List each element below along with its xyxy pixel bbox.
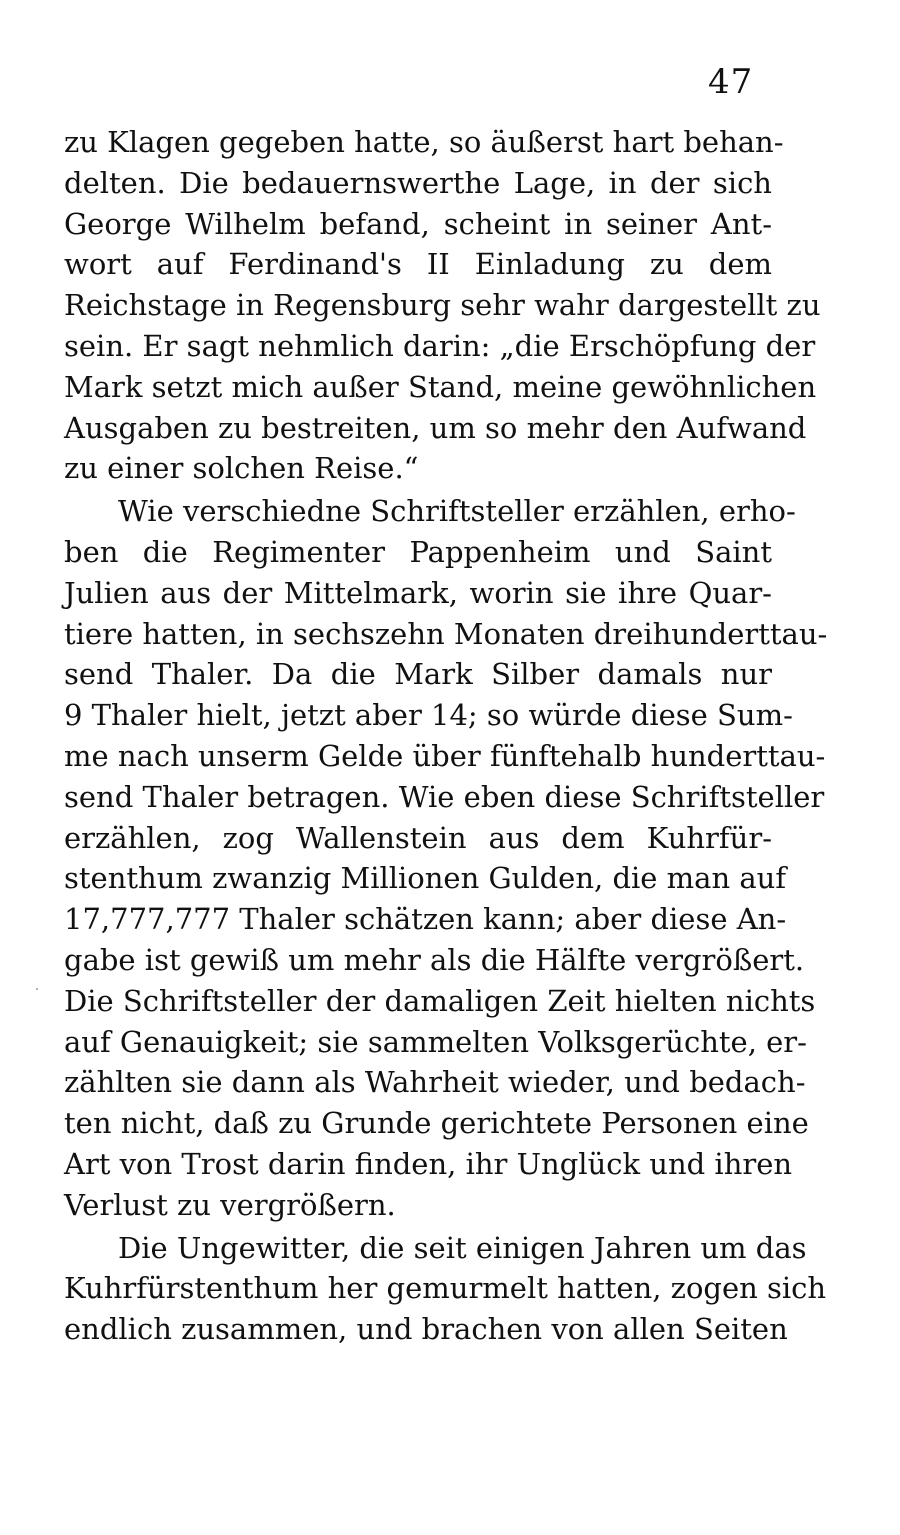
text-line: auf Genauigkeit; sie sammelten Volksgerüchte, er-	[64, 1024, 807, 1059]
text-line: erzählen, zog Wallenstein aus dem Kuhrfür-	[64, 820, 772, 855]
text-line: Julien aus der Mittelmark, worin sie ihre Quar-	[64, 575, 772, 610]
text-line: zu einer solchen Reise.“	[64, 451, 419, 486]
text-line: endlich zusammen, und brachen von allen Seiten	[64, 1312, 788, 1347]
text-line: 17,777,777 Thaler schätzen kann; aber diese An-	[64, 902, 787, 937]
text-line: stenthum zwanzig Millionen Gulden, die man auf	[64, 861, 787, 896]
paragraph	[64, 1228, 827, 1350]
text-line: gabe ist gewiß um mehr als die Hälfte vergrößert.	[64, 942, 805, 977]
text-line: tiere hatten, in sechszehn Monaten dreihunderttau-	[64, 616, 828, 651]
text-line: Wie verschiedne Schriftsteller erzählen, erho-	[118, 494, 796, 529]
text-line: Art von Trost darin finden, ihr Unglück und ihren	[64, 1146, 793, 1181]
text-line: Ausgaben zu bestreiten, um so mehr den Aufwand	[64, 410, 807, 445]
text-line: sein. Er sagt nehmlich darin: „die Erschöpfung der	[64, 328, 816, 363]
text-line: wort auf Ferdinand's II Einladung zu dem	[64, 247, 772, 282]
text-line: Kuhrfürstenthum her gemurmelt hatten, zogen sich	[64, 1271, 827, 1306]
text-line: zu Klagen gegeben hatte, so äußerst hart behan-	[64, 125, 784, 159]
text-line: Reichstage in Regensburg sehr wahr dargestellt zu	[64, 288, 821, 323]
text-line: ben die Regimenter Pappenheim und Saint	[64, 534, 772, 569]
text-line: Verlust zu vergrößern.	[64, 1187, 396, 1222]
text-line: send Thaler. Da die Mark Silber damals nur	[64, 657, 772, 692]
text-line: Mark setzt mich außer Stand, meine gewöhnlichen	[64, 369, 817, 404]
paper-speck	[36, 988, 38, 990]
page-number: 47	[708, 62, 754, 102]
text-line: 9 Thaler hielt, jetzt aber 14; so würde diese Sum-	[64, 698, 793, 733]
paragraph	[64, 122, 821, 489]
paragraph	[64, 491, 828, 1225]
text-line: Die Ungewitter, die seit einigen Jahren um das	[118, 1230, 807, 1265]
body-text	[64, 122, 828, 1350]
text-line: zählten sie dann als Wahrheit wieder, und bedach-	[64, 1065, 806, 1100]
text-line: send Thaler betragen. Wie eben diese Schriftsteller	[64, 779, 825, 814]
text-line: ten nicht, daß zu Grunde gerichtete Personen eine	[64, 1106, 809, 1141]
text-line: delten. Die bedauernswerthe Lage, in der sich	[64, 165, 772, 200]
text-line: me nach unserm Gelde über fünftehalb hunderttau-	[64, 738, 826, 773]
text-line: George Wilhelm befand, scheint in seiner Ant-	[64, 206, 772, 241]
text-line: Die Schriftsteller der damaligen Zeit hielten nichts	[64, 983, 816, 1018]
